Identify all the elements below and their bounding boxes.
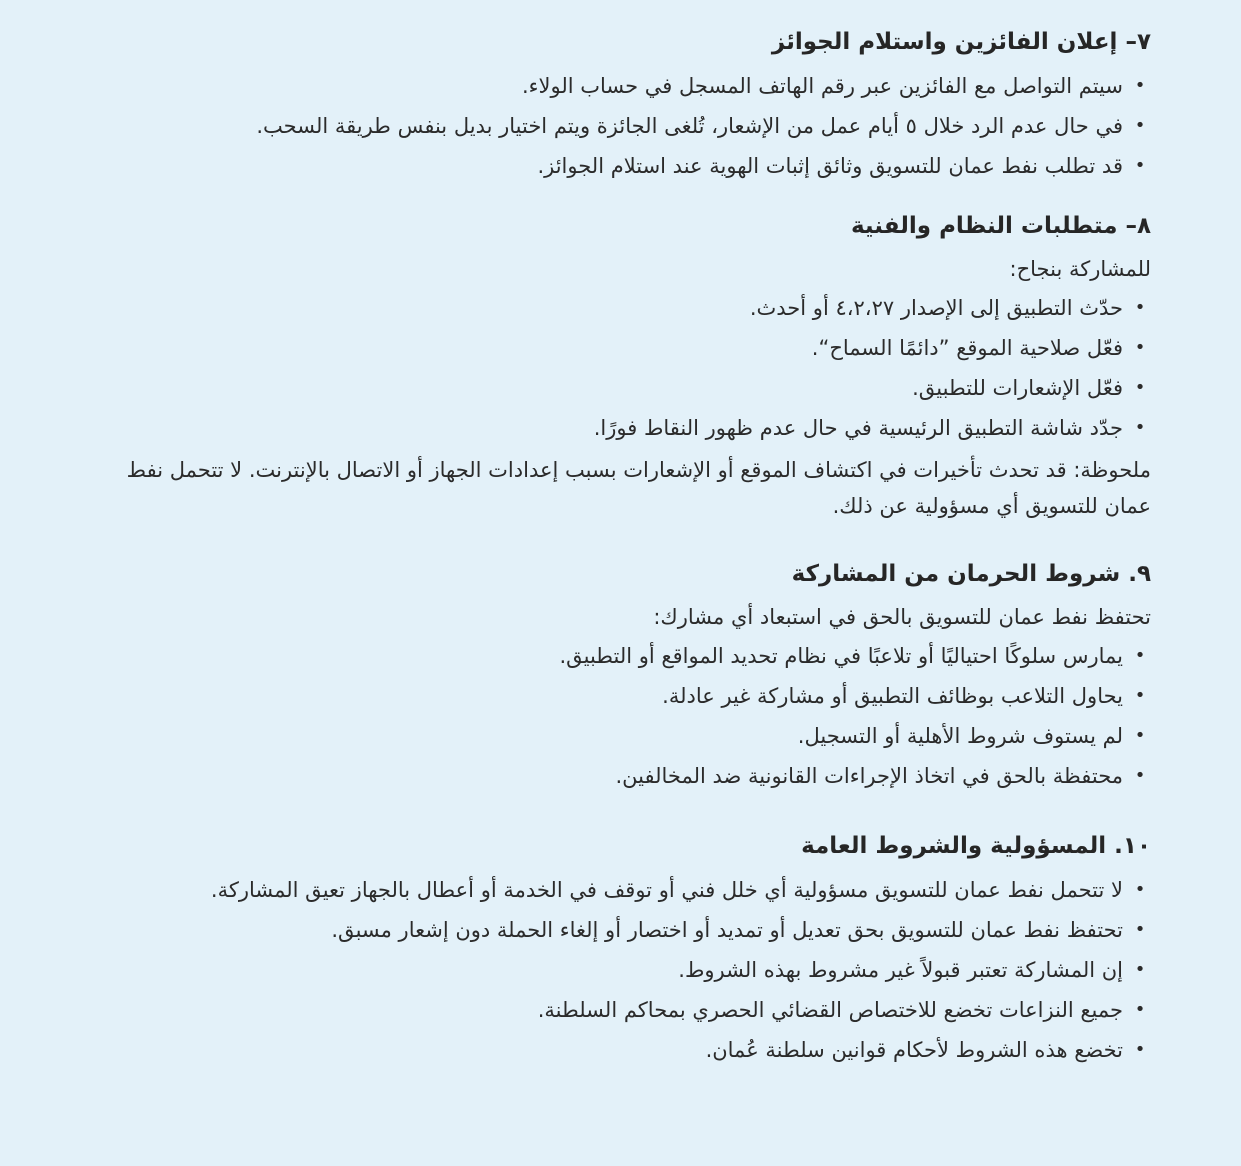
list-item-text: لا تتحمل نفط عمان للتسويق مسؤولية أي خلل فني أو توقف في الخدمة أو أعطال بالجهاز تعيق المشاركة. — [210, 878, 1123, 902]
list-item — [110, 1030, 1151, 1070]
list-item — [110, 328, 1151, 368]
section-liability-general-terms — [110, 826, 1151, 1070]
list-item — [110, 636, 1151, 676]
list-item-text: يمارس سلوكًا احتياليًا أو تلاعبًا في نظام تحديد المواقع أو التطبيق. — [559, 644, 1123, 668]
section-system-requirements — [110, 206, 1151, 524]
bullet-icon: • — [1134, 377, 1146, 398]
section-spacer — [110, 796, 1151, 826]
section-disqualification — [110, 554, 1151, 796]
bullet-icon: • — [1134, 919, 1146, 940]
section-spacer — [110, 524, 1151, 554]
list-item — [110, 950, 1151, 990]
list-item-text: جدّد شاشة التطبيق الرئيسية في حال عدم ظهور النقاط فورًا. — [593, 416, 1123, 440]
list-item — [110, 716, 1151, 756]
bullet-icon: • — [1134, 297, 1146, 318]
bullet-icon: • — [1134, 155, 1146, 176]
bullet-icon: • — [1134, 725, 1146, 746]
bullet-icon: • — [1134, 417, 1146, 438]
list-item-text: لم يستوف شروط الأهلية أو التسجيل. — [797, 724, 1123, 748]
list-item-text: فعّل صلاحية الموقع ”دائمًا السماح“. — [811, 336, 1123, 360]
list-item-text: يحاول التلاعب بوظائف التطبيق أو مشاركة غير عادلة. — [662, 684, 1123, 708]
list-item-text: محتفظة بالحق في اتخاذ الإجراءات القانونية ضد المخالفين. — [615, 764, 1123, 788]
list-item-text: تخضع هذه الشروط لأحكام قوانين سلطنة عُمان. — [705, 1038, 1123, 1062]
section-spacer — [110, 186, 1151, 206]
list-item-text: قد تطلب نفط عمان للتسويق وثائق إثبات الهوية عند استلام الجوائز. — [537, 154, 1123, 178]
bullet-icon: • — [1134, 75, 1146, 96]
list-item — [110, 870, 1151, 910]
list-item-text: فعّل الإشعارات للتطبيق. — [912, 376, 1123, 400]
section-note: ملحوظة: قد تحدث تأخيرات في اكتشاف الموقع أو الإشعارات بسبب إعدادات الجهاز أو الاتصال بالإنترنت. لا تتحمل نفط عمان للتسويق أي مسؤولية عن ذلك. — [126, 458, 1151, 518]
list-item-text: سيتم التواصل مع الفائزين عبر رقم الهاتف المسجل في حساب الولاء. — [521, 74, 1123, 98]
list-item — [110, 288, 1151, 328]
bullet-icon: • — [1134, 337, 1146, 358]
bullet-list — [110, 66, 1151, 186]
list-item — [110, 146, 1151, 186]
bullet-icon: • — [1134, 999, 1146, 1020]
section-winners-announcement — [110, 22, 1151, 186]
list-item — [110, 66, 1151, 106]
section-heading: ٩. شروط الحرمان من المشاركة — [791, 561, 1151, 587]
list-item — [110, 676, 1151, 716]
list-item-text: جميع النزاعات تخضع للاختصاص القضائي الحصري بمحاكم السلطنة. — [537, 998, 1123, 1022]
section-heading: ١٠. المسؤولية والشروط العامة — [801, 833, 1151, 859]
section-heading: ٧– إعلان الفائزين واستلام الجوائز — [771, 29, 1151, 55]
bullet-list — [110, 636, 1151, 796]
list-item-text: تحتفظ نفط عمان للتسويق بحق تعديل أو تمديد أو اختصار أو إلغاء الحملة دون إشعار مسبق. — [331, 918, 1123, 942]
section-intro: للمشاركة بنجاح: — [1009, 257, 1151, 281]
list-item — [110, 910, 1151, 950]
list-item — [110, 368, 1151, 408]
list-item-text: إن المشاركة تعتبر قبولاً غير مشروط بهذه الشروط. — [678, 958, 1123, 982]
bullet-icon: • — [1134, 685, 1146, 706]
bullet-icon: • — [1134, 879, 1146, 900]
bullet-icon: • — [1134, 765, 1146, 786]
section-heading: ٨– متطلبات النظام والفنية — [850, 213, 1151, 239]
bullet-icon: • — [1134, 959, 1146, 980]
list-item — [110, 990, 1151, 1030]
section-intro: تحتفظ نفط عمان للتسويق بالحق في استبعاد أي مشارك: — [653, 605, 1151, 629]
bullet-list — [110, 870, 1151, 1070]
bullet-icon: • — [1134, 645, 1146, 666]
list-item — [110, 408, 1151, 448]
list-item-text: في حال عدم الرد خلال ٥ أيام عمل من الإشعار، تُلغى الجائزة ويتم اختيار بديل بنفس طريقة السحب. — [256, 114, 1123, 138]
list-item — [110, 106, 1151, 146]
list-item-text: حدّث التطبيق إلى الإصدار ٤،٢،٢٧ أو أحدث. — [749, 296, 1123, 320]
bullet-list — [110, 288, 1151, 448]
bullet-icon: • — [1134, 1039, 1146, 1060]
list-item — [110, 756, 1151, 796]
bullet-icon: • — [1134, 115, 1146, 136]
